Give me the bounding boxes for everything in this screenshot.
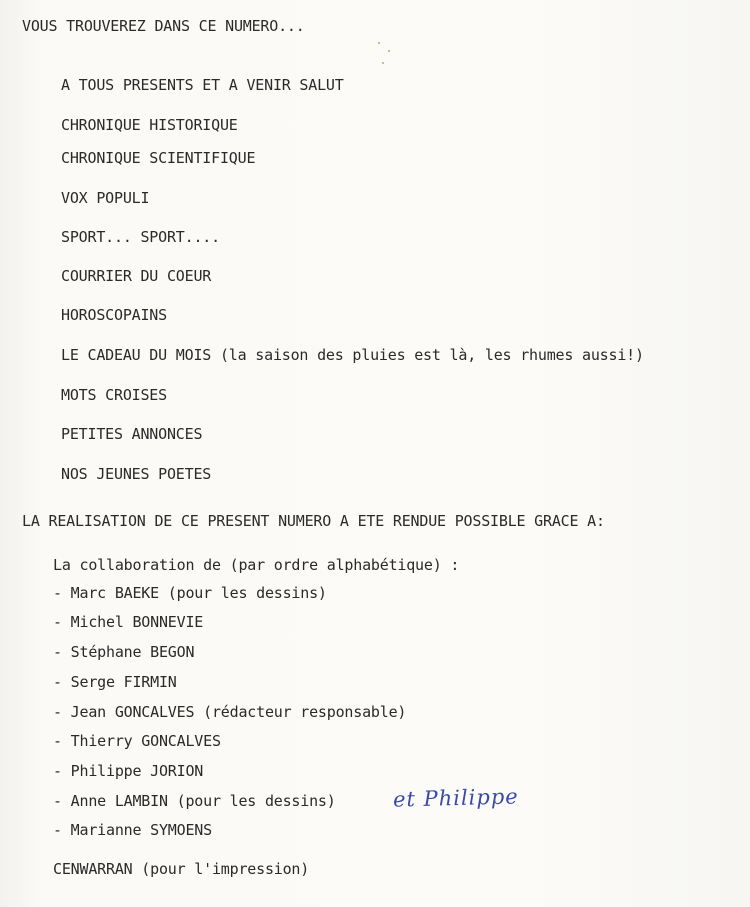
handwritten-note: et Philippe	[392, 784, 519, 812]
credit-person: - Stéphane BEGON	[53, 643, 195, 661]
credit-person: - Michel BONNEVIE	[53, 613, 204, 631]
contents-item-chronique-historique: CHRONIQUE HISTORIQUE	[61, 116, 238, 134]
credit-person: - Thierry GONCALVES	[53, 732, 221, 750]
credit-person: - Philippe JORION	[53, 762, 204, 780]
credit-person: - Marc BAEKE (pour les dessins)	[53, 584, 327, 602]
contents-item-petites-annonces: PETITES ANNONCES	[61, 425, 203, 443]
credit-person: - Marianne SYMOENS	[53, 821, 212, 839]
credits-printer: CENWARRAN (pour l'impression)	[53, 860, 310, 878]
credit-person: - Serge FIRMIN	[53, 673, 177, 691]
credits-intro: La collaboration de (par ordre alphabétique) :	[53, 556, 460, 574]
credit-person: - Anne LAMBIN (pour les dessins)	[53, 792, 336, 810]
credit-person: - Jean GONCALVES (rédacteur responsable)	[53, 703, 407, 721]
contents-item-salut: A TOUS PRESENTS ET A VENIR SALUT	[61, 76, 344, 94]
contents-item-horoscopains: HOROSCOPAINS	[61, 306, 167, 324]
paper-specks	[376, 42, 392, 66]
contents-item-cadeau-du-mois: LE CADEAU DU MOIS (la saison des pluies est là, les rhumes aussi!)	[61, 346, 644, 364]
credits-heading: LA REALISATION DE CE PRESENT NUMERO A ETE RENDUE POSSIBLE GRACE A:	[22, 512, 605, 530]
contents-item-sport: SPORT... SPORT....	[61, 228, 220, 246]
contents-heading: VOUS TROUVEREZ DANS CE NUMERO...	[22, 17, 305, 35]
contents-item-chronique-scientifique: CHRONIQUE SCIENTIFIQUE	[61, 149, 256, 167]
contents-item-mots-croises: MOTS CROISES	[61, 386, 167, 404]
contents-item-courrier-du-coeur: COURRIER DU COEUR	[61, 267, 212, 285]
contents-item-vox-populi: VOX POPULI	[61, 189, 150, 207]
contents-item-jeunes-poetes: NOS JEUNES POETES	[61, 465, 212, 483]
